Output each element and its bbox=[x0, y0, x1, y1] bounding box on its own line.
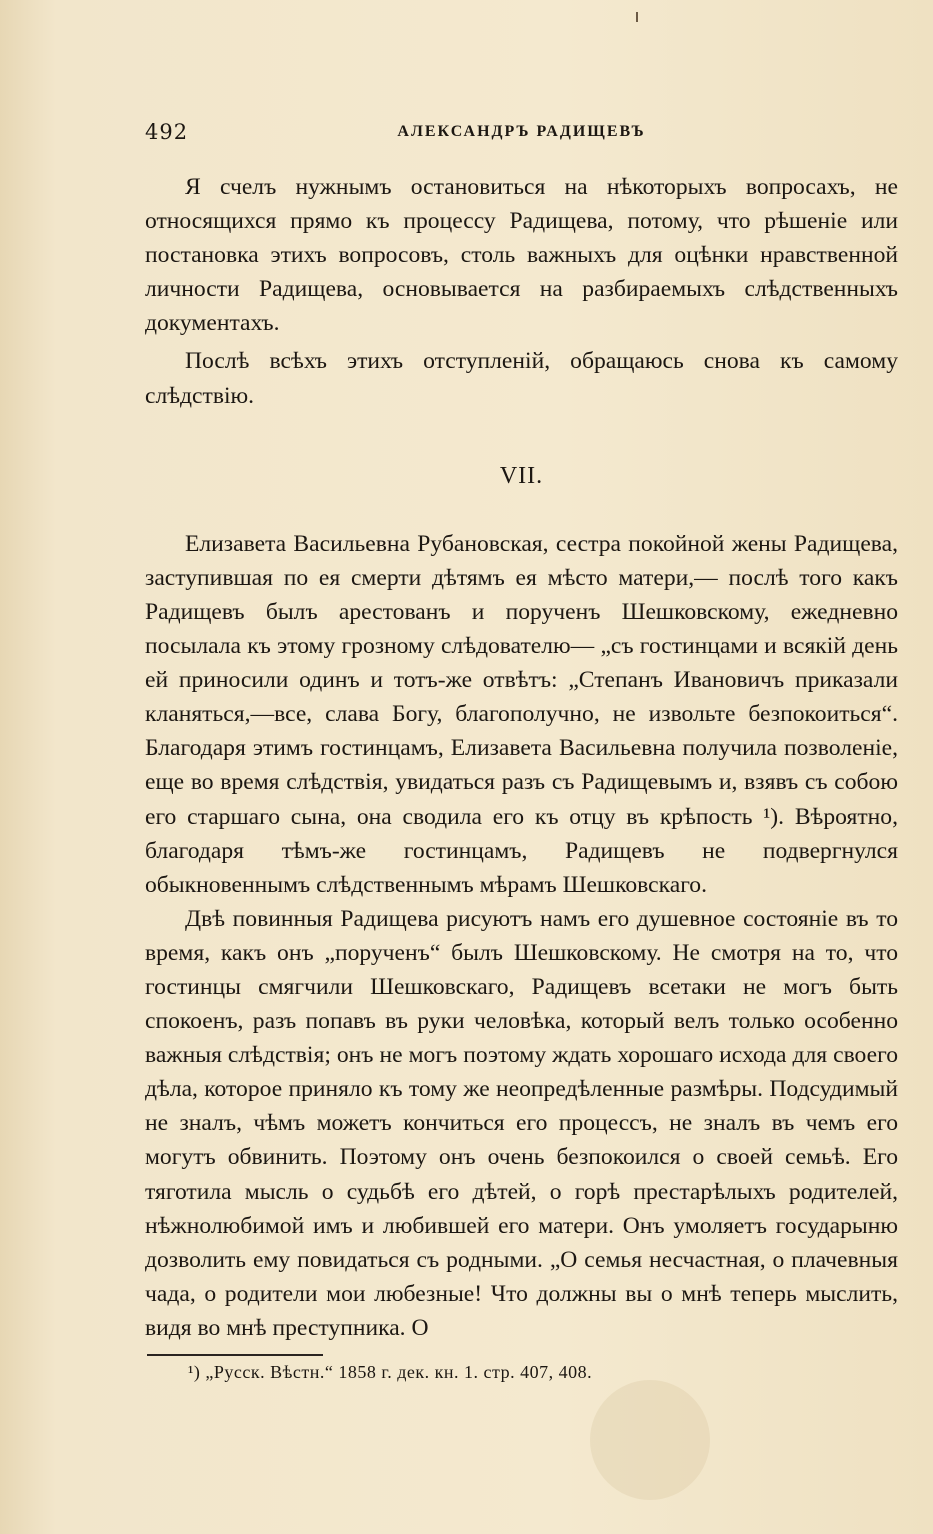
page-number: 492 bbox=[145, 120, 189, 144]
chapter-heading: VII. bbox=[499, 462, 544, 489]
running-title: АЛЕКСАНДРЪ РАДИЩЕВЪ bbox=[397, 123, 646, 140]
paragraph: Послѣ всѣхъ этихъ отступленій, обращаюсь снова къ самому слѣдствію. bbox=[145, 348, 898, 409]
paragraph: Я счелъ нужнымъ остановиться на нѣкоторыхъ вопросахъ, не относящихся прямо къ процессу Радищева, потому, что рѣшеніе или постановка этихъ вопросовъ, столь важныхъ для оцѣнки нравственной личности Радищева, основывается на разбираемыхъ слѣдственныхъ документахъ. bbox=[145, 174, 898, 337]
page-body bbox=[145, 170, 898, 1345]
paragraph: Двѣ повинныя Радищева рисуютъ намъ его душевное состояніе въ то время, какъ онъ „порученъ“ былъ Шешковскому. Не смотря на то, что гостинцы смягчили Шешковскаго, Радищевъ всетаки не могъ быть спокоенъ, разъ попавъ въ руки человѣка, который велъ только особенно важныя слѣдствія; онъ не могъ поэтому ждать хорошаго исхода для своего дѣла, которое приняло къ тому же неопредѣленные размѣры. Подсудимый не зналъ, чѣмъ можетъ кончиться его процессъ, не зналъ въ чемъ его могутъ обвинить. Поэтому онъ очень безпокоился о своей семьѣ. Его тяготила мысль о судьбѣ его дѣтей, о горѣ престарѣлыхъ родителей, нѣжнолюбимой имъ и любившей его матери. Онъ умоляетъ государыню дозволить ему повидаться съ родными. „О семья несчастная, о плачевныя чада, о родители мои любезные! Что должны вы о мнѣ теперь мыслить, видя во мнѣ преступника. О bbox=[145, 905, 898, 1341]
footnote-divider bbox=[147, 1354, 323, 1356]
paragraph: Елизавета Васильевна Рубановская, сестра покойной жены Радищева, заступившая по ея смерти дѣтямъ ея мѣсто матери,— послѣ того какъ Радищевъ былъ арестованъ и порученъ Шешковскому, ежедневно посылала къ этому грозному слѣдователю— „съ гостинцами и всякій день ей приносили одинъ и тотъ-же отвѣтъ: „Степанъ Ивановичъ приказали кланяться,—все, слава Богу, благополучно, не извольте безпокоиться“. Благодаря этимъ гостинцамъ, Елизавета Васильевна получила позволеніе, еще во время слѣдствія, увидаться разъ съ Радищевымъ и, взявъ съ собою его старшаго сына, она сводила его къ отцу въ крѣпость ¹). Вѣроятно, благодаря тѣмъ-же гостинцамъ, Радищевъ не подвергнулся обыкновеннымъ слѣдственнымъ мѣрамъ Шешковскаго. bbox=[145, 530, 898, 898]
page-header bbox=[145, 120, 898, 152]
paper-stain bbox=[590, 1380, 710, 1500]
footnote: ¹) „Русск. Вѣстн.“ 1858 г. дек. кн. 1. стр. 407, 408. bbox=[188, 1362, 593, 1382]
page-mark bbox=[636, 12, 638, 22]
